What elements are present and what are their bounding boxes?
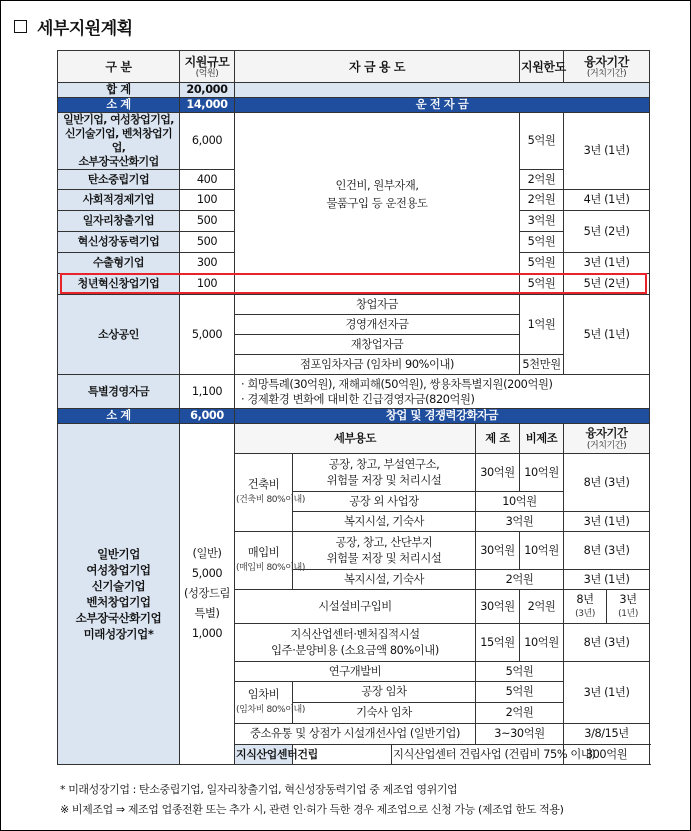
operating-subtotal-row bbox=[58, 98, 650, 113]
facility-section-label: 창업 및 경쟁력강화자금 bbox=[235, 409, 650, 424]
op-name-jobs: 일자리창출기업 bbox=[58, 211, 180, 232]
footnote-2: ※ 비제조업 ⇒ 제조업 업종전환 또는 추가 시, 관련 인·허가 득한 경우 제조업으로 신청 가능 (제조업 한도 적용) bbox=[60, 803, 564, 816]
highlight-box-youth bbox=[60, 273, 647, 294]
small-biz-row-1 bbox=[58, 295, 650, 315]
rnd-usage: 연구개발비 bbox=[235, 662, 476, 682]
support-plan-table bbox=[57, 50, 650, 765]
construction-limit-2: 10억원 bbox=[476, 492, 564, 512]
op-limit-jobs: 3억원 bbox=[520, 211, 564, 232]
section-title bbox=[14, 14, 133, 39]
op-limit-export: 5억원 bbox=[520, 253, 564, 274]
op-limit-social: 2억원 bbox=[520, 190, 564, 211]
op-limit-carbon: 2억원 bbox=[520, 170, 564, 190]
rent-period: 3년 (1년) bbox=[564, 662, 650, 724]
header-row bbox=[58, 51, 650, 83]
equipment-period-a: 8년 (3년) bbox=[564, 590, 607, 624]
small-biz-scale: 5,000 bbox=[180, 295, 235, 375]
center-name: 지식산업센터건립 bbox=[235, 745, 293, 765]
op-limit-general: 5억원 bbox=[520, 113, 564, 170]
op-row-general bbox=[58, 113, 650, 170]
total-row bbox=[58, 83, 650, 98]
op-name-youth: 청년혁신창업기업 bbox=[58, 274, 180, 295]
op-name-carbon: 탄소중립기업 bbox=[58, 170, 180, 190]
distribution-usage: 중소유통 및 상점가 시설개선사업 (일반기업) bbox=[235, 724, 476, 745]
small-biz-usage-rent: 점포임차자금 (임차비 90%이내) bbox=[235, 355, 520, 375]
section-title-text: 세부지원계획 bbox=[37, 19, 133, 39]
purchase-usage-2: 복지시설, 기숙사 bbox=[293, 570, 476, 590]
special-lines bbox=[235, 375, 650, 409]
facility-subtotal-value: 6,000 bbox=[180, 409, 235, 424]
knowledge-nonmfg: 10억원 bbox=[520, 624, 564, 662]
rent-label: 임차비 (임차비 80%이내) bbox=[235, 682, 293, 724]
op-scale-general: 6,000 bbox=[180, 113, 235, 170]
equipment-mfg: 30억원 bbox=[476, 590, 520, 624]
op-period-general: 3년 (1년) bbox=[564, 113, 650, 190]
rent-usage-1: 공장 임차 bbox=[293, 682, 476, 703]
construction-nonmfg-1: 10억원 bbox=[520, 454, 564, 492]
header-period: 융자기간 (거치기간) bbox=[564, 51, 650, 83]
facility-subtotal-label: 소 계 bbox=[58, 409, 180, 424]
op-scale-carbon: 400 bbox=[180, 170, 235, 190]
facility-subheader-row bbox=[58, 424, 650, 454]
operating-subtotal-value: 14,000 bbox=[180, 98, 235, 113]
knowledge-period: 8년 (3년) bbox=[564, 624, 650, 662]
knowledge-mfg: 15억원 bbox=[476, 624, 520, 662]
op-period-export: 3년 (1년) bbox=[564, 253, 650, 274]
op-name-export: 수출형기업 bbox=[58, 253, 180, 274]
construction-usage-2: 공장 외 사업장 bbox=[293, 492, 476, 512]
construction-limit-3: 3억원 bbox=[476, 512, 564, 532]
op-limit-innovation: 5억원 bbox=[520, 232, 564, 253]
facility-sub-mfg: 제 조 bbox=[476, 424, 520, 454]
op-scale-jobs: 500 bbox=[180, 211, 235, 232]
facility-subtotal-row bbox=[58, 409, 650, 424]
small-biz-usage-startup: 창업자금 bbox=[235, 295, 520, 315]
header-limit: 지원한도 bbox=[520, 51, 564, 83]
purchase-period-1: 8년 (3년) bbox=[564, 532, 650, 570]
small-biz-limit-a: 1억원 bbox=[520, 295, 564, 355]
checkbox-icon bbox=[14, 20, 27, 33]
rent-usage-2: 기숙사 임차 bbox=[293, 703, 476, 724]
purchase-mfg-1: 30억원 bbox=[476, 532, 520, 570]
distribution-period: 3/8/15년 bbox=[564, 724, 650, 745]
center-usage: 지식산업센터 건립사업 (건립비 75% 이내) bbox=[392, 745, 564, 765]
construction-usage-3: 복지시설, 기숙사 bbox=[293, 512, 476, 532]
operating-subtotal-label: 소 계 bbox=[58, 98, 180, 113]
special-name: 특별경영자금 bbox=[58, 375, 180, 409]
op-period-youth: 5년 (2년) bbox=[564, 274, 650, 295]
purchase-limit-2: 2억원 bbox=[476, 570, 564, 590]
op-scale-social: 100 bbox=[180, 190, 235, 211]
facility-sub-period: 융자기간 (거치기간) bbox=[564, 424, 650, 454]
operating-section-label: 운 전 자 금 bbox=[235, 98, 650, 113]
op-period-jobs: 5년 (2년) bbox=[564, 211, 650, 253]
construction-mfg-1: 30억원 bbox=[476, 454, 520, 492]
total-label: 합 계 bbox=[58, 83, 180, 98]
total-value: 20,000 bbox=[180, 83, 235, 98]
small-biz-period: 5년 (1년) bbox=[564, 295, 650, 375]
knowledge-usage: 지식산업센터·벤처집적시설 입주·분양비용 (소요금액 80%이내) bbox=[235, 624, 476, 662]
header-usage: 자 금 용 도 bbox=[235, 51, 520, 83]
header-scale: 지원규모 (억원) bbox=[180, 51, 235, 83]
op-name-general: 일반기업, 여성창업기업, 신기술기업, 벤처창업기업, 소부장국산화기업 bbox=[58, 113, 180, 170]
op-scale-youth: 100 bbox=[180, 274, 235, 295]
op-name-social: 사회적경제기업 bbox=[58, 190, 180, 211]
rent-limit-2: 2억원 bbox=[476, 703, 564, 724]
facility-left-name: 일반기업 여성창업기업 신기술기업 벤처창업기업 소부장국산화기업 미래성장기업* bbox=[58, 424, 180, 765]
construction-period-3: 3년 (1년) bbox=[564, 512, 650, 532]
equipment-nonmfg: 2억원 bbox=[520, 590, 564, 624]
op-name-innovation: 혁신성장동력기업 bbox=[58, 232, 180, 253]
purchase-nonmfg-1: 10억원 bbox=[520, 532, 564, 570]
equipment-period-b: 3년 (1년) bbox=[607, 590, 650, 624]
facility-sub-usage: 세부용도 bbox=[235, 424, 476, 454]
small-biz-usage-improve: 경영개선자금 bbox=[235, 315, 520, 335]
equipment-usage: 시설설비구입비 bbox=[235, 590, 476, 624]
distribution-limit: 3~30억원 bbox=[476, 724, 564, 745]
op-usage-text: 인건비, 원부자재, 물품구입 등 운전용도 bbox=[235, 113, 520, 295]
construction-label: 건축비 (건축비 80%이내) bbox=[235, 454, 293, 532]
construction-period-1: 8년 (3년) bbox=[564, 454, 650, 512]
op-scale-export: 300 bbox=[180, 253, 235, 274]
purchase-label: 매입비 (매입비 80%이내) bbox=[235, 532, 293, 590]
header-category: 구 분 bbox=[58, 51, 180, 83]
op-limit-youth: 5억원 bbox=[520, 274, 564, 295]
op-scale-innovation: 500 bbox=[180, 232, 235, 253]
total-blank bbox=[235, 83, 650, 98]
special-scale: 1,100 bbox=[180, 375, 235, 409]
special-line-2: · 경제환경 변화에 대비한 긴급경영자금(820억원) bbox=[241, 392, 475, 406]
special-row bbox=[58, 375, 650, 409]
purchase-period-2: 3년 (1년) bbox=[564, 570, 650, 590]
footnote-1: * 미래성장기업 : 탄소중립기업, 일자리창출기업, 혁신성장동력기업 중 제조업 영위기업 bbox=[60, 783, 458, 796]
rent-limit-1: 5억원 bbox=[476, 682, 564, 703]
purchase-usage-1: 공장, 창고, 산단부지 위험물 저장 및 처리시설 bbox=[293, 532, 476, 570]
rnd-limit: 5억원 bbox=[476, 662, 564, 682]
op-period-social: 4년 (1년) bbox=[564, 190, 650, 211]
center-limit: 300억원 bbox=[564, 745, 650, 765]
facility-sub-nonmfg: 비제조 bbox=[520, 424, 564, 454]
small-biz-usage-restart: 재창업자금 bbox=[235, 335, 520, 355]
small-biz-name: 소상공인 bbox=[58, 295, 180, 375]
facility-left-scale: (일반) 5,000 (성장드림 특별) 1,000 bbox=[180, 424, 235, 765]
construction-usage-1: 공장, 창고, 부설연구소, 위험물 저장 및 처리시설 bbox=[293, 454, 476, 492]
small-biz-limit-b: 5천만원 bbox=[520, 355, 564, 375]
special-line-1: · 희망특례(30억원), 재해피해(50억원), 쌍용차특별지원(200억원) bbox=[241, 377, 553, 391]
footnotes bbox=[60, 780, 564, 820]
